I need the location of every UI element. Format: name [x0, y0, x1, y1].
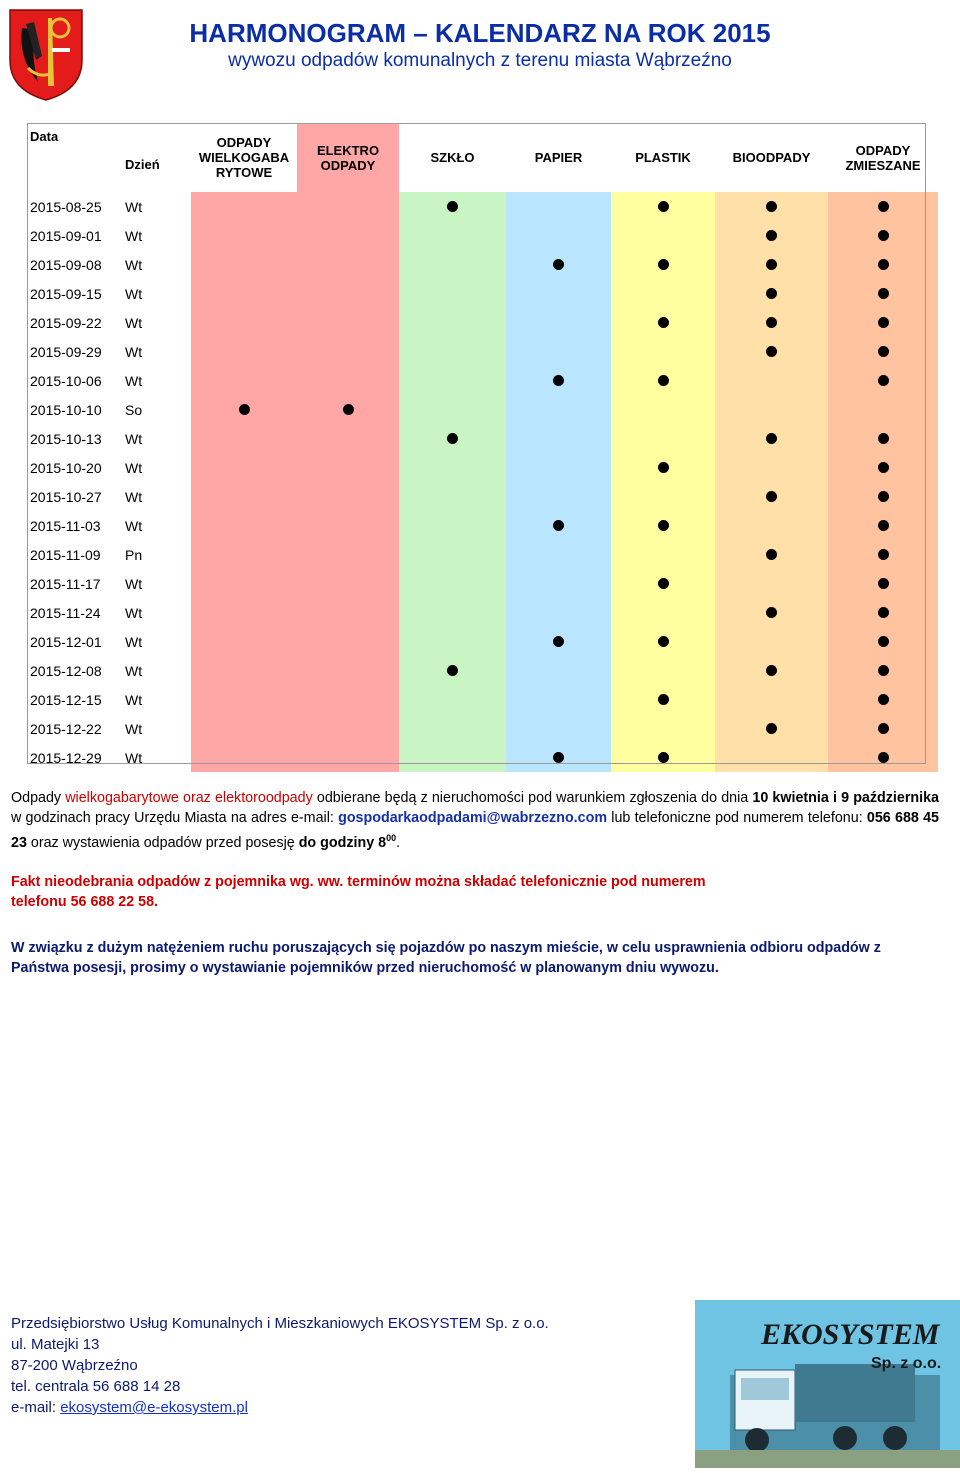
- cell-day: Wt: [125, 685, 191, 714]
- cell-date: 2015-12-22: [27, 714, 125, 743]
- company-phone: tel. centrala 56 688 14 28: [11, 1378, 181, 1395]
- cell-date: 2015-12-29: [27, 743, 125, 772]
- note-time: do godziny 8: [298, 834, 387, 851]
- cell-plastic: [611, 627, 715, 656]
- cell-paper: [506, 337, 611, 366]
- company-email-link[interactable]: ekosystem@e-ekosystem.pl: [60, 1399, 248, 1416]
- cell-bulky-waste: [191, 511, 297, 540]
- table-row: [27, 511, 938, 540]
- truck-photo-icon: [695, 1300, 960, 1468]
- cell-day: Wt: [125, 511, 191, 540]
- table-row: [27, 424, 938, 453]
- collection-dot-icon: [658, 520, 669, 531]
- collection-dot-icon: [878, 462, 889, 473]
- cell-paper: [506, 511, 611, 540]
- table-row: [27, 598, 938, 627]
- schedule-rows: [27, 192, 938, 772]
- company-street: ul. Matejki 13: [11, 1336, 100, 1353]
- cell-mixed-waste: [828, 337, 938, 366]
- cell-date: 2015-10-13: [27, 424, 125, 453]
- cell-day: Wt: [125, 366, 191, 395]
- cell-mixed-waste: [828, 569, 938, 598]
- cell-bulky-waste: [191, 569, 297, 598]
- collection-dot-icon: [766, 549, 777, 560]
- cell-electro-waste: [297, 308, 399, 337]
- col-header-bio-waste: BIOODPADY: [715, 123, 828, 192]
- cell-bio-waste: [715, 337, 828, 366]
- cell-paper: [506, 627, 611, 656]
- cell-plastic: [611, 279, 715, 308]
- cell-paper: [506, 685, 611, 714]
- cell-paper: [506, 598, 611, 627]
- collection-dot-icon: [766, 230, 777, 241]
- cell-plastic: [611, 714, 715, 743]
- collection-dot-icon: [658, 375, 669, 386]
- cell-bio-waste: [715, 598, 828, 627]
- company-footer: [11, 1313, 549, 1418]
- collection-dot-icon: [766, 288, 777, 299]
- logo-sub-text: Sp. z o.o.: [871, 1355, 942, 1372]
- collection-dot-icon: [766, 491, 777, 502]
- cell-date: 2015-09-22: [27, 308, 125, 337]
- cell-electro-waste: [297, 337, 399, 366]
- cell-bulky-waste: [191, 656, 297, 685]
- cell-bio-waste: [715, 453, 828, 482]
- cell-paper: [506, 656, 611, 685]
- cell-mixed-waste: [828, 192, 938, 221]
- cell-bio-waste: [715, 685, 828, 714]
- cell-bio-waste: [715, 366, 828, 395]
- collection-dot-icon: [878, 578, 889, 589]
- col-header-date: Data: [27, 123, 125, 192]
- cell-paper: [506, 482, 611, 511]
- collection-dot-icon: [878, 375, 889, 386]
- note-email-link[interactable]: gospodarkaodpadami@wabrzezno.com: [338, 810, 608, 826]
- cell-day: Wt: [125, 627, 191, 656]
- cell-glass: [399, 366, 506, 395]
- cell-glass: [399, 192, 506, 221]
- cell-date: 2015-10-10: [27, 395, 125, 424]
- cell-glass: [399, 395, 506, 424]
- cell-date: 2015-12-08: [27, 656, 125, 685]
- cell-glass: [399, 685, 506, 714]
- cell-date: 2015-09-15: [27, 279, 125, 308]
- document-title: HARMONOGRAM – KALENDARZ NA ROK 2015: [189, 18, 771, 48]
- collection-dot-icon: [878, 636, 889, 647]
- note-text: oraz wystawienia odpadów przed posesję: [26, 834, 299, 851]
- cell-day: Wt: [125, 221, 191, 250]
- cell-electro-waste: [297, 656, 399, 685]
- cell-plastic: [611, 308, 715, 337]
- note-time-superscript: 00: [386, 833, 397, 843]
- cell-electro-waste: [297, 482, 399, 511]
- cell-electro-waste: [297, 250, 399, 279]
- cell-day: So: [125, 395, 191, 424]
- cell-glass: [399, 221, 506, 250]
- col-header-glass: SZKŁO: [399, 123, 506, 192]
- collection-dot-icon: [878, 694, 889, 705]
- cell-bulky-waste: [191, 685, 297, 714]
- cell-mixed-waste: [828, 714, 938, 743]
- cell-plastic: [611, 482, 715, 511]
- table-row: [27, 482, 938, 511]
- ekosystem-logo: [695, 1300, 960, 1468]
- cell-mixed-waste: [828, 627, 938, 656]
- cell-day: Wt: [125, 598, 191, 627]
- cell-plastic: [611, 453, 715, 482]
- cell-mixed-waste: [828, 221, 938, 250]
- cell-glass: [399, 279, 506, 308]
- collection-dot-icon: [658, 694, 669, 705]
- collection-dot-icon: [766, 665, 777, 676]
- collection-dot-icon: [553, 375, 564, 386]
- collection-dot-icon: [766, 201, 777, 212]
- cell-mixed-waste: [828, 395, 938, 424]
- cell-bulky-waste: [191, 714, 297, 743]
- cell-electro-waste: [297, 453, 399, 482]
- cell-plastic: [611, 540, 715, 569]
- collection-dot-icon: [878, 288, 889, 299]
- missed-collection-note: Fakt nieodebrania odpadów z pojemnika wg. ww. terminów można składać telefonicznie pod numerem telefonu 56 688 22 58.: [11, 874, 706, 910]
- col-header-day: Dzień: [125, 123, 191, 192]
- table-row: [27, 395, 938, 424]
- cell-mixed-waste: [828, 250, 938, 279]
- cell-day: Wt: [125, 192, 191, 221]
- table-row: [27, 279, 938, 308]
- cell-date: 2015-08-25: [27, 192, 125, 221]
- cell-bulky-waste: [191, 221, 297, 250]
- document-subtitle: wywozu odpadów komunalnych z terenu miasta Wąbrzeźno: [228, 50, 732, 71]
- cell-date: 2015-12-01: [27, 627, 125, 656]
- collection-dot-icon: [239, 404, 250, 415]
- collection-dot-icon: [766, 607, 777, 618]
- cell-bio-waste: [715, 656, 828, 685]
- cell-bio-waste: [715, 395, 828, 424]
- cell-electro-waste: [297, 685, 399, 714]
- cell-date: 2015-09-29: [27, 337, 125, 366]
- collection-dot-icon: [658, 259, 669, 270]
- cell-glass: [399, 511, 506, 540]
- cell-electro-waste: [297, 192, 399, 221]
- cell-electro-waste: [297, 743, 399, 772]
- note-deadline-dates: 10 kwietnia i 9 października: [752, 790, 939, 806]
- cell-glass: [399, 656, 506, 685]
- table-row: [27, 221, 938, 250]
- col-header-electro-waste: ELEKTRO ODPADY: [297, 123, 399, 192]
- table-header-row: [27, 123, 938, 192]
- email-label: e-mail:: [11, 1399, 61, 1416]
- cell-electro-waste: [297, 540, 399, 569]
- company-email-line: [11, 1397, 549, 1418]
- note-text: lub telefoniczne pod numerem telefonu:: [607, 810, 867, 826]
- collection-dot-icon: [878, 201, 889, 212]
- cell-paper: [506, 424, 611, 453]
- collection-dot-icon: [878, 433, 889, 444]
- collection-dot-icon: [553, 752, 564, 763]
- cell-bio-waste: [715, 743, 828, 772]
- cell-bio-waste: [715, 627, 828, 656]
- cell-glass: [399, 540, 506, 569]
- cell-bio-waste: [715, 540, 828, 569]
- cell-day: Pn: [125, 540, 191, 569]
- cell-mixed-waste: [828, 656, 938, 685]
- cell-day: Wt: [125, 424, 191, 453]
- note-text: odbierane będą z nieruchomości pod warunkiem zgłoszenia do dnia: [312, 790, 753, 806]
- cell-plastic: [611, 598, 715, 627]
- collection-dot-icon: [878, 520, 889, 531]
- cell-electro-waste: [297, 279, 399, 308]
- cell-glass: [399, 424, 506, 453]
- cell-bio-waste: [715, 192, 828, 221]
- cell-glass: [399, 743, 506, 772]
- cell-electro-waste: [297, 511, 399, 540]
- cell-bulky-waste: [191, 598, 297, 627]
- collection-dot-icon: [878, 723, 889, 734]
- col-header-bulky-waste: ODPADY WIELKOGABA RYTOWE: [191, 123, 297, 192]
- cell-glass: [399, 714, 506, 743]
- traffic-notice: W związku z dużym natężeniem ruchu poruszających się pojazdów po naszym mieście, w celu usprawnienia odbioru odpadów z Państwa posesji, prosimy o wystawianie pojemników przed nieruchomość w planowanym dniu wywozu.: [11, 940, 881, 976]
- cell-glass: [399, 337, 506, 366]
- cell-plastic: [611, 743, 715, 772]
- cell-paper: [506, 569, 611, 598]
- table-row: [27, 627, 938, 656]
- cell-electro-waste: [297, 569, 399, 598]
- cell-bio-waste: [715, 569, 828, 598]
- cell-plastic: [611, 424, 715, 453]
- document-header: [150, 18, 810, 74]
- cell-mixed-waste: [828, 598, 938, 627]
- cell-electro-waste: [297, 598, 399, 627]
- collection-dot-icon: [766, 346, 777, 357]
- collection-dot-icon: [766, 317, 777, 328]
- table-row: [27, 366, 938, 395]
- cell-day: Wt: [125, 482, 191, 511]
- collection-dot-icon: [447, 433, 458, 444]
- table-row: [27, 308, 938, 337]
- table-row: [27, 192, 938, 221]
- collection-dot-icon: [553, 259, 564, 270]
- cell-mixed-waste: [828, 279, 938, 308]
- cell-electro-waste: [297, 395, 399, 424]
- cell-electro-waste: [297, 221, 399, 250]
- collection-dot-icon: [878, 259, 889, 270]
- collection-dot-icon: [658, 578, 669, 589]
- cell-plastic: [611, 221, 715, 250]
- table-row: [27, 685, 938, 714]
- cell-bio-waste: [715, 308, 828, 337]
- cell-electro-waste: [297, 366, 399, 395]
- col-header-paper: PAPIER: [506, 123, 611, 192]
- collection-dot-icon: [553, 636, 564, 647]
- cell-paper: [506, 366, 611, 395]
- collection-dot-icon: [343, 404, 354, 415]
- cell-glass: [399, 482, 506, 511]
- cell-date: 2015-12-15: [27, 685, 125, 714]
- cell-date: 2015-11-17: [27, 569, 125, 598]
- cell-mixed-waste: [828, 540, 938, 569]
- collection-dot-icon: [658, 752, 669, 763]
- cell-bio-waste: [715, 279, 828, 308]
- table-row: [27, 540, 938, 569]
- cell-bio-waste: [715, 424, 828, 453]
- collection-dot-icon: [658, 462, 669, 473]
- collection-dot-icon: [766, 259, 777, 270]
- table-row: [27, 714, 938, 743]
- city-coat-of-arms: [8, 8, 84, 102]
- cell-paper: [506, 395, 611, 424]
- cell-glass: [399, 453, 506, 482]
- bulky-waste-note: [11, 788, 939, 853]
- cell-paper: [506, 308, 611, 337]
- cell-bulky-waste: [191, 743, 297, 772]
- cell-electro-waste: [297, 424, 399, 453]
- cell-bulky-waste: [191, 482, 297, 511]
- cell-bio-waste: [715, 250, 828, 279]
- cell-paper: [506, 279, 611, 308]
- cell-paper: [506, 453, 611, 482]
- cell-glass: [399, 308, 506, 337]
- cell-day: Wt: [125, 569, 191, 598]
- table-row: [27, 453, 938, 482]
- cell-date: 2015-10-06: [27, 366, 125, 395]
- cell-paper: [506, 714, 611, 743]
- cell-glass: [399, 250, 506, 279]
- cell-day: Wt: [125, 337, 191, 366]
- note-text: .: [396, 834, 401, 851]
- cell-bio-waste: [715, 511, 828, 540]
- cell-paper: [506, 743, 611, 772]
- note-text: w godzinach pracy Urzędu Miasta na adres e-mail:: [11, 810, 339, 826]
- cell-bio-waste: [715, 221, 828, 250]
- cell-bulky-waste: [191, 395, 297, 424]
- cell-day: Wt: [125, 250, 191, 279]
- cell-mixed-waste: [828, 308, 938, 337]
- table-row: [27, 656, 938, 685]
- cell-plastic: [611, 511, 715, 540]
- cell-mixed-waste: [828, 366, 938, 395]
- schedule-table: [27, 123, 938, 772]
- cell-day: Wt: [125, 656, 191, 685]
- cell-bio-waste: [715, 714, 828, 743]
- cell-bulky-waste: [191, 424, 297, 453]
- cell-glass: [399, 598, 506, 627]
- cell-day: Wt: [125, 308, 191, 337]
- cell-bulky-waste: [191, 453, 297, 482]
- note-highlight-waste-types: wielkogabarytowe oraz elektoroodpady: [65, 790, 313, 806]
- cell-bulky-waste: [191, 627, 297, 656]
- cell-date: 2015-10-20: [27, 453, 125, 482]
- cell-mixed-waste: [828, 482, 938, 511]
- cell-mixed-waste: [828, 743, 938, 772]
- cell-bulky-waste: [191, 250, 297, 279]
- cell-date: 2015-11-24: [27, 598, 125, 627]
- cell-plastic: [611, 569, 715, 598]
- cell-date: 2015-10-27: [27, 482, 125, 511]
- cell-electro-waste: [297, 714, 399, 743]
- cell-mixed-waste: [828, 511, 938, 540]
- cell-bulky-waste: [191, 192, 297, 221]
- collection-dot-icon: [878, 665, 889, 676]
- cell-date: 2015-11-09: [27, 540, 125, 569]
- cell-electro-waste: [297, 627, 399, 656]
- note-text: Odpady: [11, 790, 66, 806]
- logo-brand-text: EKOSYSTEM: [761, 1318, 940, 1351]
- cell-day: Wt: [125, 279, 191, 308]
- company-name: Przedsiębiorstwo Usług Komunalnych i Mieszkaniowych EKOSYSTEM Sp. z o.o.: [11, 1315, 549, 1332]
- cell-day: Wt: [125, 743, 191, 772]
- collection-dot-icon: [766, 433, 777, 444]
- collection-dot-icon: [447, 665, 458, 676]
- collection-dot-icon: [447, 201, 458, 212]
- cell-bulky-waste: [191, 337, 297, 366]
- cell-plastic: [611, 192, 715, 221]
- collection-dot-icon: [878, 491, 889, 502]
- cell-bulky-waste: [191, 540, 297, 569]
- cell-mixed-waste: [828, 453, 938, 482]
- collection-dot-icon: [658, 201, 669, 212]
- collection-dot-icon: [878, 346, 889, 357]
- collection-dot-icon: [766, 723, 777, 734]
- cell-glass: [399, 569, 506, 598]
- cell-paper: [506, 540, 611, 569]
- cell-plastic: [611, 685, 715, 714]
- collection-dot-icon: [658, 636, 669, 647]
- table-row: [27, 743, 938, 772]
- table-row: [27, 337, 938, 366]
- cell-date: 2015-09-01: [27, 221, 125, 250]
- cell-bio-waste: [715, 482, 828, 511]
- col-header-plastic: PLASTIK: [611, 123, 715, 192]
- note-phone: 056 688 45 23: [11, 810, 939, 851]
- cell-mixed-waste: [828, 424, 938, 453]
- collection-dot-icon: [878, 317, 889, 328]
- cell-paper: [506, 192, 611, 221]
- col-header-mixed-waste: ODPADY ZMIESZANE: [828, 123, 938, 192]
- table-row: [27, 250, 938, 279]
- cell-plastic: [611, 337, 715, 366]
- cell-day: Wt: [125, 453, 191, 482]
- table-row: [27, 569, 938, 598]
- cell-day: Wt: [125, 714, 191, 743]
- cell-bulky-waste: [191, 366, 297, 395]
- collection-dot-icon: [553, 520, 564, 531]
- collection-dot-icon: [878, 752, 889, 763]
- collection-dot-icon: [878, 607, 889, 618]
- cell-date: 2015-11-03: [27, 511, 125, 540]
- collection-dot-icon: [878, 549, 889, 560]
- cell-paper: [506, 221, 611, 250]
- collection-dot-icon: [878, 230, 889, 241]
- cell-glass: [399, 627, 506, 656]
- collection-dot-icon: [658, 317, 669, 328]
- cell-bulky-waste: [191, 279, 297, 308]
- cell-paper: [506, 250, 611, 279]
- cell-mixed-waste: [828, 685, 938, 714]
- cell-plastic: [611, 366, 715, 395]
- cell-plastic: [611, 395, 715, 424]
- cell-bulky-waste: [191, 308, 297, 337]
- company-city: 87-200 Wąbrzeźno: [11, 1357, 138, 1374]
- cell-plastic: [611, 250, 715, 279]
- cell-plastic: [611, 656, 715, 685]
- cell-date: 2015-09-08: [27, 250, 125, 279]
